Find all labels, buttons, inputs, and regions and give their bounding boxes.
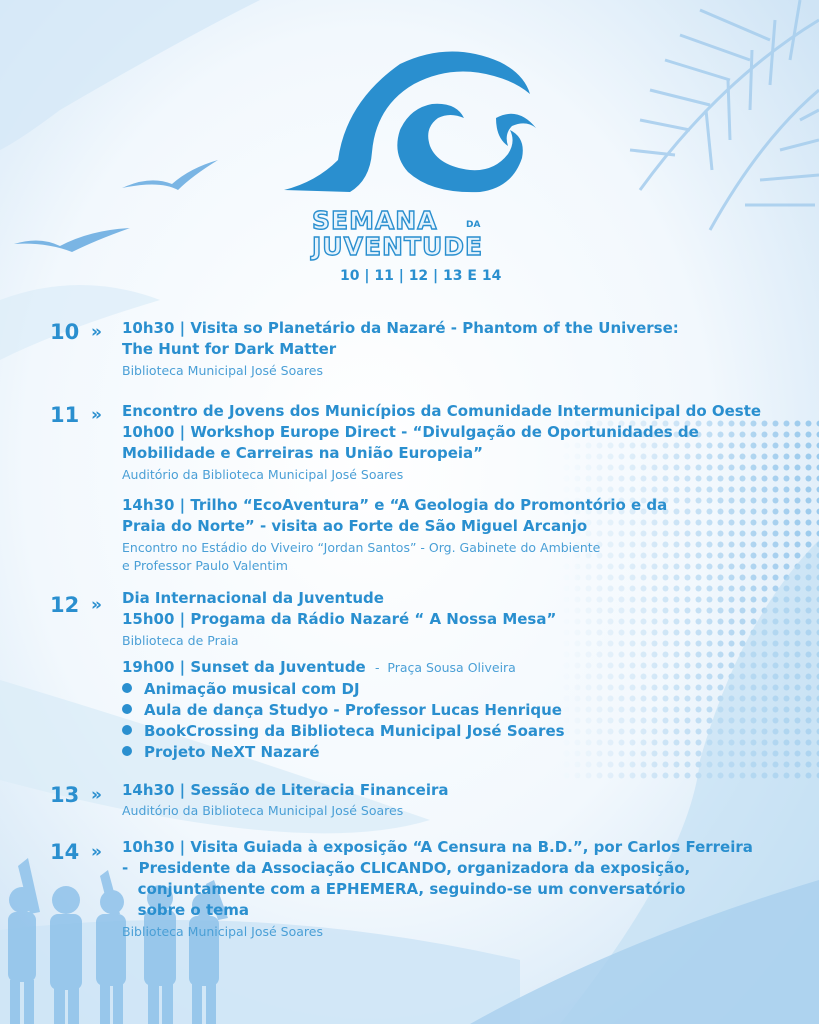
event-venue: Biblioteca Municipal José Soares	[122, 924, 323, 939]
event-line: 15h00 | Progama da Rádio Nazaré “ A Nossa Mesa”	[122, 610, 557, 628]
event-title-da: DA	[466, 220, 481, 230]
bullet-icon	[122, 683, 132, 693]
event-venue: Encontro no Estádio do Viveiro “Jordan Santos” - Org. Gabinete do Ambiente	[122, 540, 601, 555]
day-number: 11	[50, 403, 80, 427]
event-venue: Biblioteca de Praia	[122, 633, 239, 648]
double-chevron-icon: »	[91, 785, 102, 805]
event-line: Mobilidade e Carreiras na União Europeia”	[122, 444, 484, 462]
event-title-line1: SEMANA	[312, 206, 438, 235]
event-title: 19h00 | Sunset da Juventude	[122, 658, 366, 676]
event-line: 14h30 | Trilho “EcoAventura” e “A Geologia do Promontório e da	[122, 496, 668, 514]
event-line: Praia do Norte” - visita ao Forte de São Miguel Arcanjo	[122, 517, 588, 535]
event-venue: Biblioteca Municipal José Soares	[122, 363, 323, 378]
double-chevron-icon: »	[91, 595, 102, 615]
event-line: 10h00 | Workshop Europe Direct - “Divulgação de Oportunidades de	[122, 423, 699, 441]
day-number: 12	[50, 593, 80, 617]
event-line: 14h30 | Sessão de Literacia Financeira	[122, 781, 449, 799]
day-number: 10	[50, 320, 80, 344]
double-chevron-icon: »	[91, 842, 102, 862]
list-item: Projeto NeXT Nazaré	[122, 745, 320, 760]
event-line: - Presidente da Associação CLICANDO, organizadora da exposição,	[122, 859, 691, 877]
bullet-icon	[122, 746, 132, 756]
event-venue: e Professor Paulo Valentim	[122, 558, 288, 573]
bullet-icon	[122, 725, 132, 735]
event-title-line2: JUVENTUDE	[312, 232, 484, 261]
event-venue: Auditório da Biblioteca Municipal José Soares	[122, 803, 404, 818]
event-place: Praça Sousa Oliveira	[387, 660, 516, 675]
event-line: 10h30 | Visita Guiada à exposição “A Censura na B.D.”, por Carlos Ferreira	[122, 838, 753, 856]
list-item: BookCrossing da Biblioteca Municipal José Soares	[122, 724, 565, 739]
event-dates: 10 | 11 | 12 | 13 E 14	[340, 268, 502, 284]
list-item: Animação musical com DJ	[122, 682, 360, 697]
day-number: 13	[50, 783, 80, 807]
event-line: conjuntamente com a EPHEMERA, seguindo-se um conversatório	[122, 880, 686, 898]
bullet-icon	[122, 704, 132, 714]
event-line: Dia Internacional da Juventude	[122, 589, 384, 607]
event-line: 10h30 | Visita so Planetário da Nazaré - Phantom of the Universe:	[122, 319, 679, 337]
event-line: sobre o tema	[122, 901, 250, 919]
event-line: 19h00 | Sunset da Juventude - Praça Sousa Oliveira	[122, 658, 516, 676]
wave-logo-icon	[280, 42, 542, 202]
double-chevron-icon: »	[91, 405, 102, 425]
day-number: 14	[50, 840, 80, 864]
double-chevron-icon: »	[91, 322, 102, 342]
event-line: The Hunt for Dark Matter	[122, 340, 337, 358]
list-item: Aula de dança Studyo - Professor Lucas Henrique	[122, 703, 562, 718]
event-venue: Auditório da Biblioteca Municipal José Soares	[122, 467, 404, 482]
event-line: Encontro de Jovens dos Municípios da Comunidade Intermunicipal do Oeste	[122, 402, 762, 420]
